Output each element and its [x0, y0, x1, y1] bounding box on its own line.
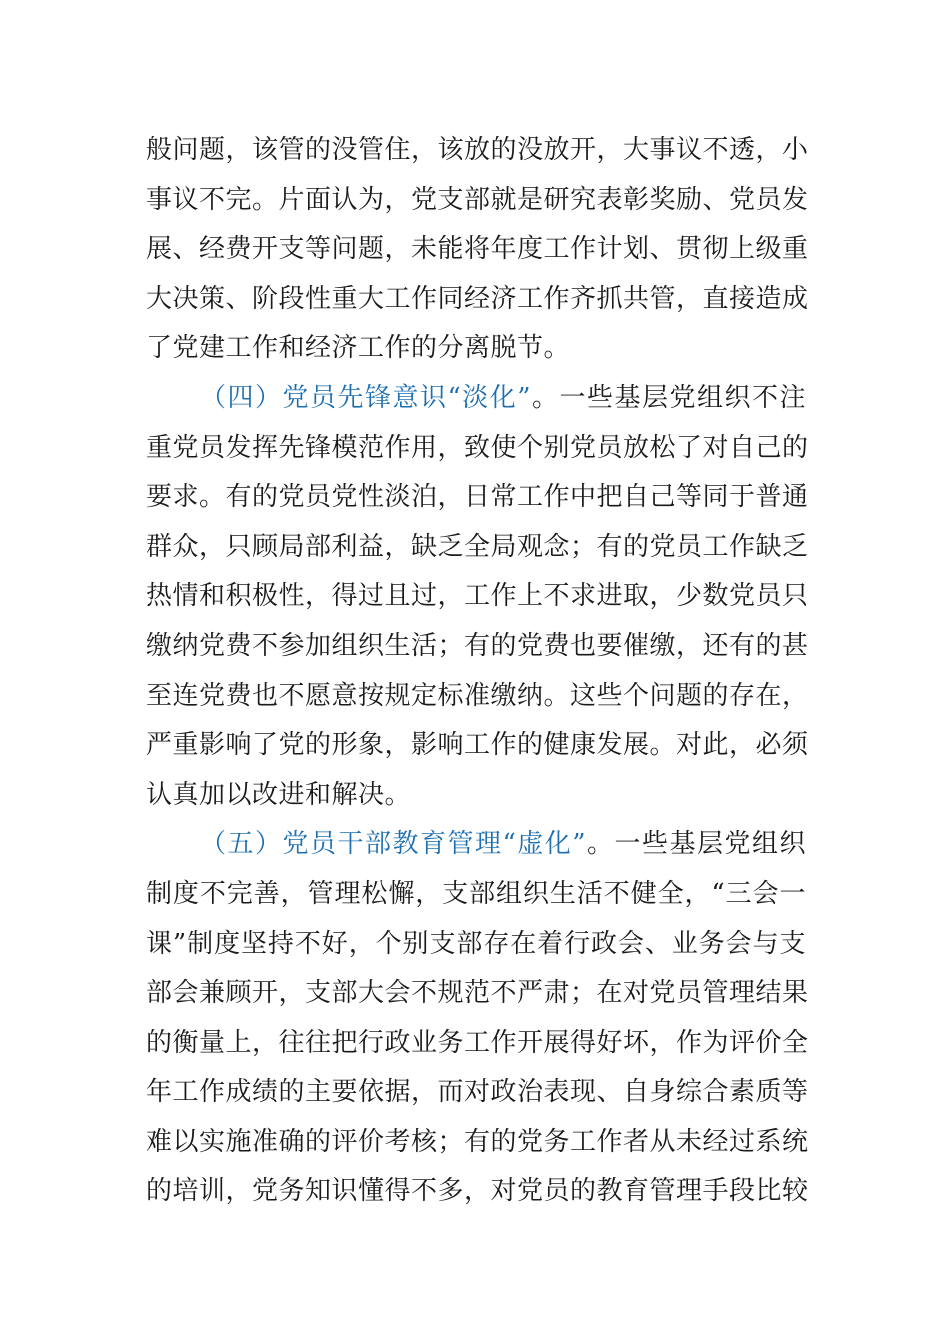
text-line: 群众，只顾局部利益，缺乏全局观念；有的党员工作缺乏	[146, 531, 809, 562]
section-5-lead-text: 。一些基层党组织	[586, 829, 806, 860]
text-line: 事议不完。片面认为，党支部就是研究表彰奖励、党员发	[146, 184, 809, 215]
text-line: 大决策、阶段性重大工作同经济工作齐抓共管，直接造成	[146, 283, 809, 314]
section-5-first-line	[146, 820, 806, 870]
document-page	[146, 126, 809, 1217]
text-line: 缴纳党费不参加组织生活；有的党费也要催缴，还有的甚	[146, 630, 809, 661]
section-4-paragraph	[146, 374, 809, 820]
section-5-heading: （五）党员干部教育管理“虚化”	[200, 829, 587, 860]
text-line: 认真加以改进和解决。	[146, 779, 412, 810]
section-4-first-line	[146, 374, 806, 424]
text-line: 热情和积极性，得过且过，工作上不求进取，少数党员只	[146, 581, 809, 612]
text-line: 部会兼顾开，支部大会不规范不严肃；在对党员管理结果	[146, 978, 809, 1009]
section-4-lead-text: 。一些基层党组织不注	[531, 382, 806, 413]
section-5-paragraph	[146, 820, 809, 1217]
text-line: 重党员发挥先锋模范作用，致使个别党员放松了对自己的	[146, 432, 809, 463]
paragraph-continuation	[146, 126, 809, 374]
text-line: 难以实施准确的评价考核；有的党务工作者从未经过系统	[146, 1126, 809, 1157]
text-line: 至连党费也不愿意按规定标准缴纳。这些个问题的存在，	[146, 680, 809, 711]
text-line: 的衡量上，往往把行政业务工作开展得好坏，作为评价全	[146, 1027, 809, 1058]
text-line: 严重影响了党的形象，影响工作的健康发展。对此，必须	[146, 730, 809, 761]
text-line: 制度不完善，管理松懈，支部组织生活不健全，“三会一	[146, 878, 806, 909]
text-line: 课”制度坚持不好，个别支部存在着行政会、业务会与支	[146, 928, 806, 959]
text-line: 要求。有的党员党性淡泊，日常工作中把自己等同于普通	[146, 482, 809, 513]
text-line: 的培训，党务知识懂得不多，对党员的教育管理手段比较	[146, 1176, 809, 1207]
section-4-heading: （四）党员先锋意识“淡化”	[200, 382, 532, 413]
text-line: 年工作成绩的主要依据，而对政治表现、自身综合素质等	[146, 1077, 809, 1108]
text-line: 了党建工作和经济工作的分离脱节。	[146, 333, 571, 364]
text-line: 般问题，该管的没管住，该放的没放开，大事议不透，小	[146, 135, 809, 165]
text-line: 展、经费开支等问题，未能将年度工作计划、贯彻上级重	[146, 234, 809, 265]
